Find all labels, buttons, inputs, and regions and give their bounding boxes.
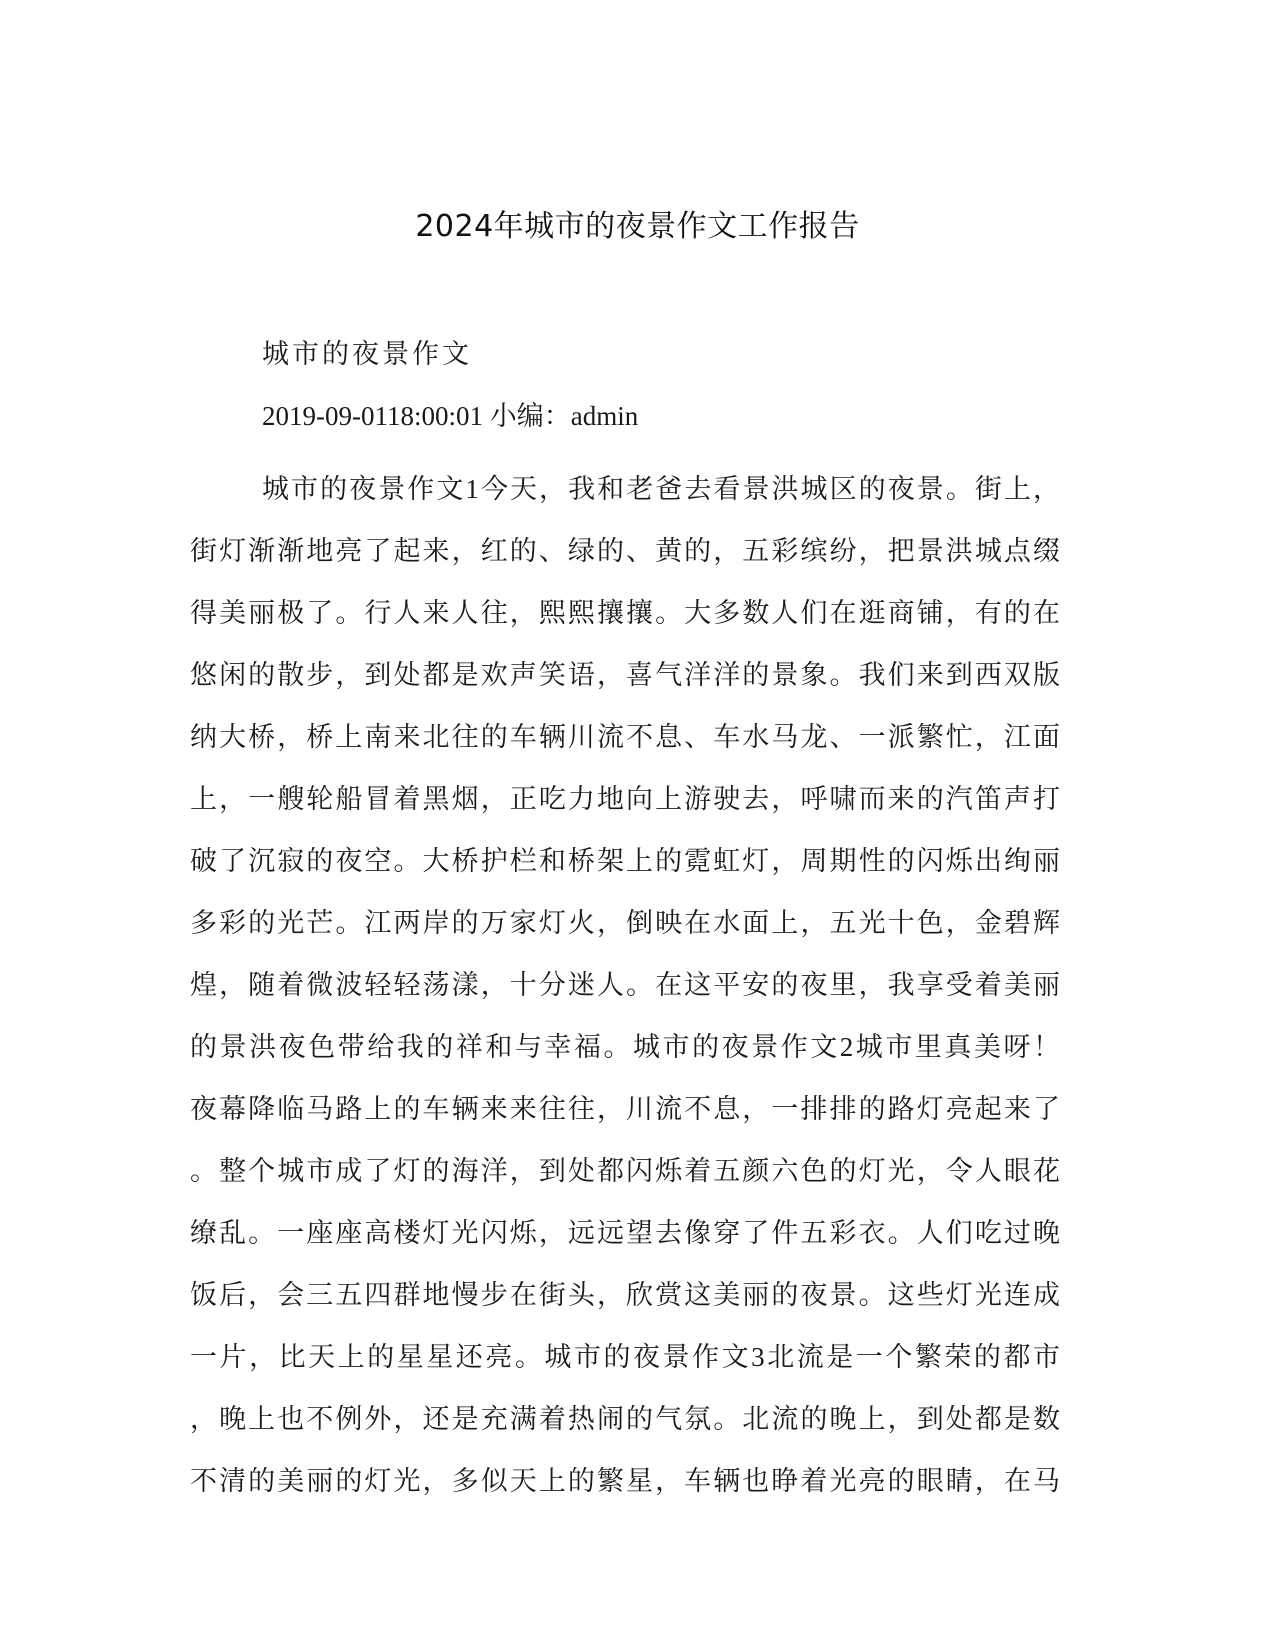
body-line: 城市的夜景作文1今天，我和老爸去看景洪城区的夜景。街上， — [262, 474, 1060, 504]
body-paragraph — [190, 458, 1060, 1512]
body-line: 不清的美丽的灯光，多似天上的繁星，车辆也睁着光亮的眼睛，在马 — [190, 1466, 1060, 1496]
body-line: 缭乱。一座座高楼灯光闪烁，远远望去像穿了件五彩衣。人们吃过晚 — [190, 1218, 1060, 1248]
byline: 2019-09-0118:00:01 小编：admin — [262, 401, 639, 431]
body-line: 一片，比天上的星星还亮。城市的夜景作文3北流是一个繁荣的都市 — [190, 1342, 1060, 1372]
body-line: 街灯渐渐地亮了起来，红的、绿的、黄的，五彩缤纷，把景洪城点缀 — [190, 536, 1060, 566]
body-line: 饭后，会三五四群地慢步在街头，欣赏这美丽的夜景。这些灯光连成 — [190, 1280, 1060, 1310]
body-line: 的景洪夜色带给我的祥和与幸福。城市的夜景作文2城市里真美呀！ — [190, 1032, 1060, 1062]
body-line: 夜幕降临马路上的车辆来来往往，川流不息，一排排的路灯亮起来了 — [190, 1094, 1060, 1124]
body-line: ，晚上也不例外，还是充满着热闹的气氛。北流的晚上，到处都是数 — [190, 1404, 1060, 1434]
body-line: 纳大桥，桥上南来北往的车辆川流不息、车水马龙、一派繁忙，江面 — [190, 722, 1060, 752]
body-line: 。整个城市成了灯的海洋，到处都闪烁着五颜六色的灯光，令人眼花 — [190, 1156, 1060, 1186]
essay-subtitle: 城市的夜景作文 — [262, 339, 472, 369]
body-line: 多彩的光芒。江两岸的万家灯火，倒映在水面上，五光十色，金碧辉 — [190, 908, 1060, 938]
body-line: 得美丽极了。行人来人往，熙熙攘攘。大多数人们在逛商铺，有的在 — [190, 598, 1060, 628]
document-title: 2024年城市的夜景作文工作报告 — [415, 209, 860, 244]
body-line: 破了沉寂的夜空。大桥护栏和桥架上的霓虹灯，周期性的闪烁出绚丽 — [190, 846, 1060, 876]
body-line: 悠闲的散步，到处都是欢声笑语，喜气洋洋的景象。我们来到西双版 — [190, 660, 1060, 690]
body-line: 上，一艘轮船冒着黑烟，正吃力地向上游驶去，呼啸而来的汽笛声打 — [190, 784, 1060, 814]
body-line: 煌，随着微波轻轻荡漾，十分迷人。在这平安的夜里，我享受着美丽 — [190, 970, 1060, 1000]
